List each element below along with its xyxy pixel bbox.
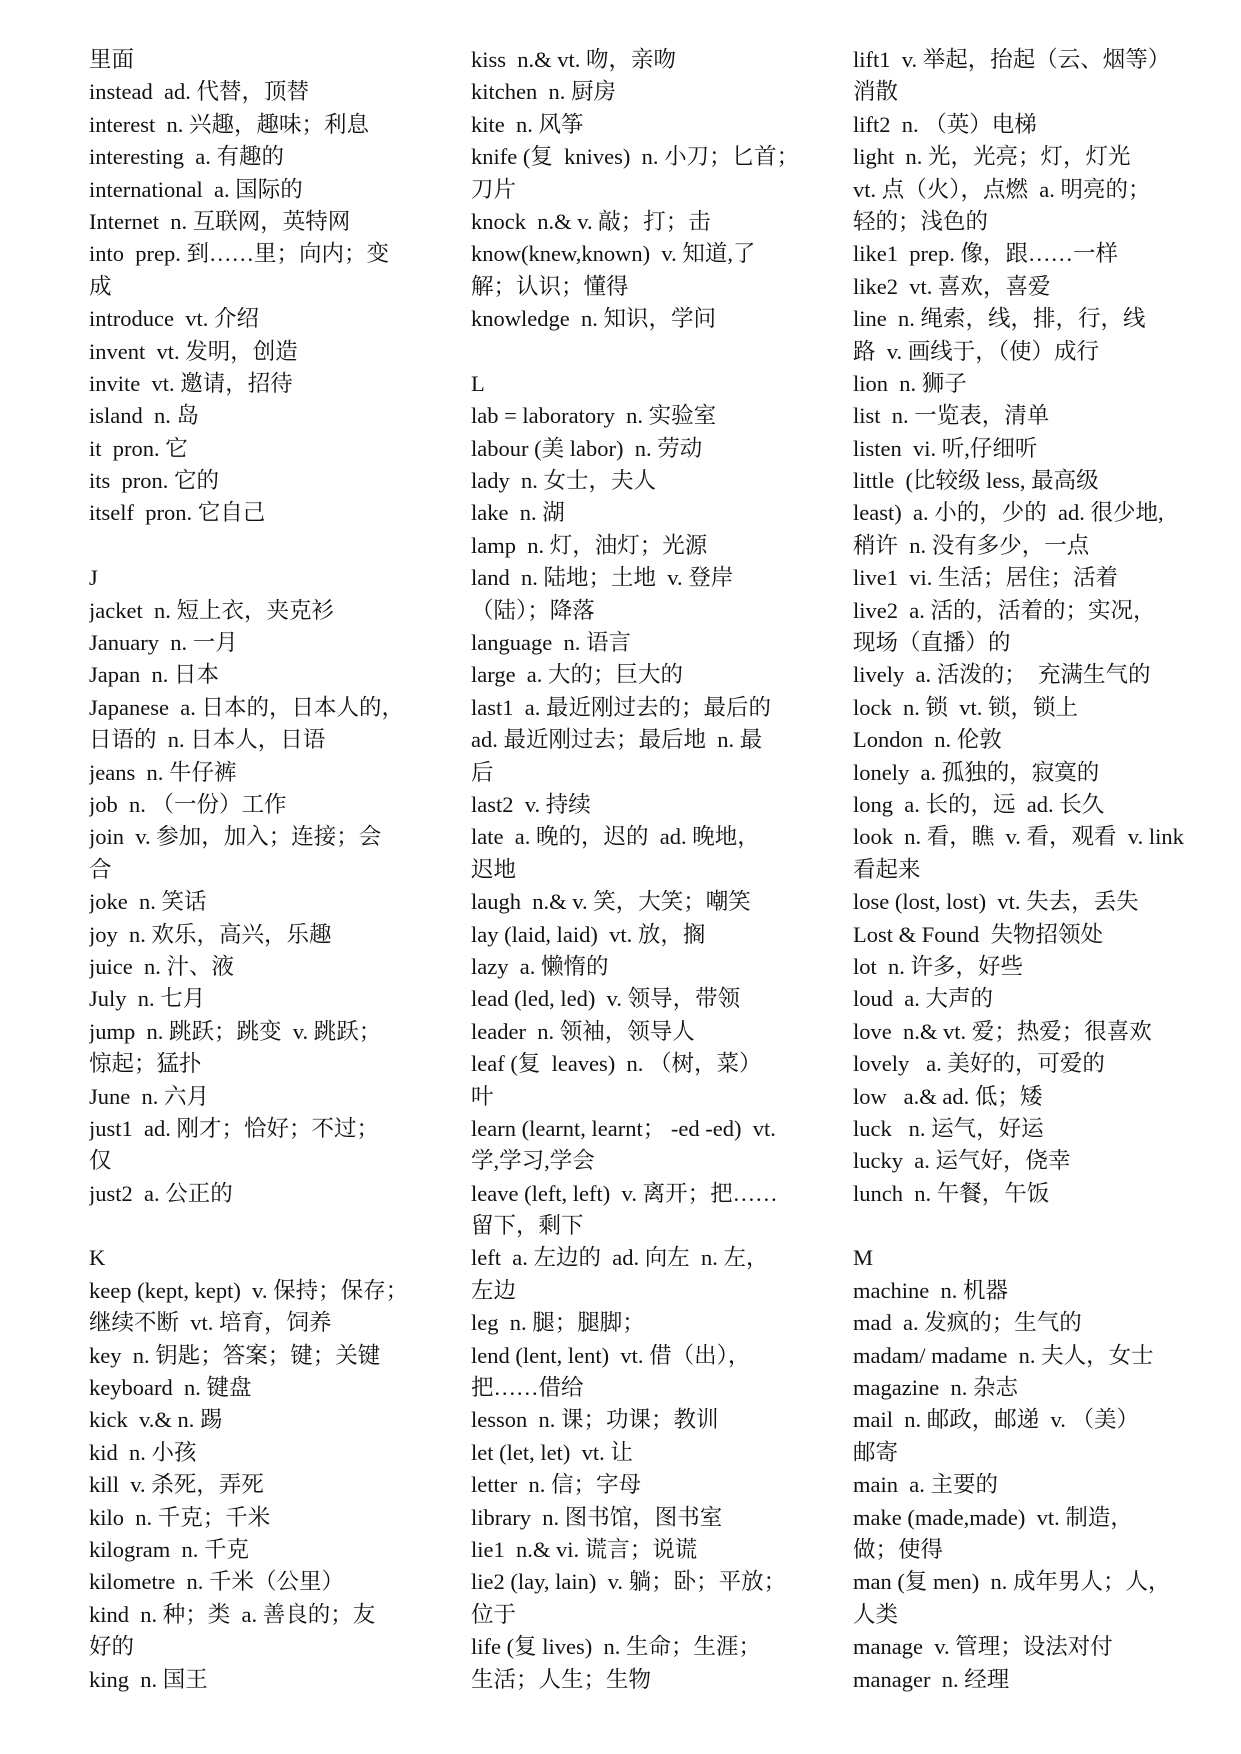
entry-line: kill v. 杀死，弄死 (89, 1472, 264, 1498)
entry-line: live2 a. 活的，活着的；实况， (853, 597, 1156, 623)
entry-line: it pron. 它 (89, 435, 188, 461)
entry-line: 轻的；浅色的 (853, 208, 989, 234)
entry-line: （陆）；降落 (471, 597, 595, 623)
entry-line: kilometre n. 千米（公里） (89, 1569, 344, 1595)
entry-line: like2 vt. 喜欢，喜爱 (853, 273, 1051, 299)
entry-line: lonely a. 孤独的，寂寞的 (853, 759, 1100, 785)
entry-line: live1 vi. 生活；居住；活着 (853, 565, 1118, 591)
section-letter: 仅 (89, 1148, 112, 1174)
entry-line: 日语的 n. 日本人，日语 (89, 727, 326, 753)
entry-line: just2 a. 公正的 (89, 1180, 233, 1206)
entry-line: language n. 语言 (471, 630, 631, 656)
entry-line: land n. 陆地；土地 v. 登岸 (471, 565, 734, 591)
entry-line: lift1 v. 举起，抬起（云、烟等） (853, 47, 1171, 72)
entry-line: 做；使得 (853, 1536, 944, 1562)
entry-line: 位于 (471, 1601, 517, 1627)
entry-line: invent vt. 发明，创造 (89, 338, 298, 364)
entry-line: key n. 钥匙；答案；键；关键 (89, 1342, 381, 1368)
entry-line: 稍许 n. 没有多少，一点 (853, 532, 1090, 558)
entry-line: knowledge n. 知识，学问 (471, 306, 716, 332)
entry-line: June n. 六月 (89, 1083, 209, 1109)
entry-line: machine n. 机器 (853, 1277, 1008, 1303)
entry-line: labour (美 labor) n. 劳动 (471, 435, 703, 461)
entry-line: 迟地 (471, 856, 517, 882)
entry-line (471, 336, 843, 368)
section-letter: 成 (89, 273, 112, 299)
entry-line: man (复 men) n. 成年男人；人， (853, 1569, 1171, 1595)
entry-line: 解；认识；懂得 (471, 273, 629, 299)
entry-line: 把……借给 (471, 1375, 584, 1401)
entry-line: lie1 n.& vi. 谎言；说谎 (471, 1536, 698, 1562)
entry-line: 生活；人生；生物 (471, 1666, 652, 1692)
entry-line: joke n. 笑话 (89, 889, 207, 915)
entry-line: 刀片 (471, 176, 517, 202)
entry-line: leg n. 腿；腿脚； (471, 1310, 645, 1336)
column-2 (471, 44, 843, 1696)
entry-line: leader n. 领袖，领导人 (471, 1018, 695, 1044)
entry-line: 继续不断 vt. 培育，饲养 (89, 1310, 332, 1336)
entry-line: kitchen n. 厨房 (471, 79, 616, 105)
entry-line: island n. 岛 (89, 403, 199, 429)
entry-line: Japan n. 日本 (89, 662, 219, 688)
entry-line: lose (lost, lost) vt. 失去，丢失 (853, 889, 1139, 915)
section-letter: L (471, 370, 485, 396)
entry-line: jacket n. 短上衣，夹克衫 (89, 597, 334, 623)
entry-line (89, 530, 461, 562)
entry-line: know(knew,known) v. 知道,了 (471, 241, 756, 267)
entry-line: lovely a. 美好的，可爱的 (853, 1051, 1105, 1077)
entry-line: let (let, let) vt. 让 (471, 1439, 633, 1465)
entry-line: leave (left, left) v. 离开；把…… (471, 1180, 778, 1206)
entry-line: kiss n.& vt. 吻，亲吻 (471, 47, 677, 72)
column-3 (853, 44, 1221, 1696)
entry-line: lab = laboratory n. 实验室 (471, 403, 717, 429)
entry-line: invite vt. 邀请，招待 (89, 370, 293, 396)
entry-line: 现场（直播）的 (853, 630, 1011, 656)
section-letter: 叶 (471, 1083, 494, 1109)
entry-line: lady n. 女士，夫人 (471, 468, 656, 494)
entry-line: list n. 一览表，清单 (853, 403, 1050, 429)
entry-line: lively a. 活泼的； 充满生气的 (853, 662, 1151, 688)
entry-line: join v. 参加，加入；连接；会 (89, 824, 382, 850)
entry-line: introduce vt. 介绍 (89, 306, 259, 332)
entry-line: make (made,made) vt. 制造， (853, 1504, 1133, 1530)
entry-line: look n. 看，瞧 v. 看，观看 v. link (853, 824, 1184, 850)
entry-line: lunch n. 午餐，午饭 (853, 1180, 1050, 1206)
entry-line: lay (laid, laid) vt. 放，搁 (471, 921, 706, 947)
entry-line: 消散 (853, 79, 899, 105)
entry-line: light n. 光，光亮；灯，灯光 (853, 144, 1131, 170)
entry-line: listen vi. 听,仔细听 (853, 435, 1038, 461)
entry-line: interest n. 兴趣，趣味；利息 (89, 111, 369, 137)
entry-line: left a. 左边的 ad. 向左 n. 左， (471, 1245, 769, 1271)
entry-line: 人类 (853, 1601, 899, 1627)
entry-line: joy n. 欢乐，高兴，乐趣 (89, 921, 332, 947)
entry-line: little (比较级 less, 最高级 (853, 468, 1099, 494)
entry-line: lazy a. 懒惰的 (471, 953, 609, 979)
entry-line: 留下，剩下 (471, 1213, 584, 1239)
entry-line: just1 ad. 刚才；恰好；不过； (89, 1115, 379, 1141)
entry-line: lake n. 湖 (471, 500, 565, 526)
entry-line: loud a. 大声的 (853, 986, 993, 1012)
entry-line: jeans n. 牛仔裤 (89, 759, 237, 785)
entry-line: 里面 (89, 47, 135, 72)
entry-line: job n. （一份）工作 (89, 791, 287, 817)
entry-line: lot n. 许多，好些 (853, 953, 1024, 979)
entry-line: July n. 七月 (89, 986, 206, 1012)
entry-line: long a. 长的，远 ad. 长久 (853, 791, 1105, 817)
entry-line: letter n. 信；字母 (471, 1472, 641, 1498)
entry-line: kilo n. 千克；千米 (89, 1504, 271, 1530)
entry-line: laugh n.& v. 笑，大笑；嘲笑 (471, 889, 751, 915)
entry-line: kid n. 小孩 (89, 1439, 197, 1465)
entry-line: jump n. 跳跃；跳变 v. 跳跃； (89, 1018, 382, 1044)
entry-line: lie2 (lay, lain) v. 躺；卧；平放； (471, 1569, 787, 1595)
entry-line: magazine n. 杂志 (853, 1375, 1018, 1401)
entry-line: like1 prep. 像，跟……一样 (853, 241, 1118, 267)
entry-line: Japanese a. 日本的，日本人的， (89, 694, 404, 720)
entry-line: its pron. 它的 (89, 468, 220, 494)
entry-line: kick v.& n. 踢 (89, 1407, 223, 1433)
entry-line: lion n. 狮子 (853, 370, 967, 396)
entry-line: 惊起；猛扑 (89, 1051, 202, 1077)
entry-line: vt. 点（火），点燃 a. 明亮的； (853, 176, 1151, 202)
entry-line: lend (lent, lent) vt. 借（出）， (471, 1342, 751, 1368)
entry-line: last2 v. 持续 (471, 791, 591, 817)
column-1 (89, 44, 461, 1696)
entry-line: main a. 主要的 (853, 1472, 998, 1498)
section-letter: J (89, 565, 98, 591)
entry-line: lead (led, led) v. 领导，带领 (471, 986, 741, 1012)
entry-line: learn (learnt, learnt； -ed -ed) vt. (471, 1115, 776, 1141)
entry-line: keep (kept, kept) v. 保持；保存； (89, 1277, 409, 1303)
entry-line: keyboard n. 键盘 (89, 1375, 252, 1401)
entry-line: lift2 n. （英）电梯 (853, 111, 1037, 137)
entry-line: lesson n. 课；功课；教训 (471, 1407, 719, 1433)
entry-line: mail n. 邮政，邮递 v. （美） (853, 1407, 1140, 1433)
entry-line: mad a. 发疯的；生气的 (853, 1310, 1082, 1336)
entry-line: kilogram n. 千克 (89, 1536, 249, 1562)
entry-line: kind n. 种；类 a. 善良的；友 (89, 1601, 376, 1627)
entry-line: juice n. 汁、液 (89, 953, 234, 979)
entry-line: kite n. 风筝 (471, 111, 584, 137)
section-letter: K (89, 1245, 106, 1271)
entry-line (853, 1210, 1221, 1242)
entry-line: manager n. 经理 (853, 1666, 1010, 1692)
entry-line: last1 a. 最近刚过去的；最后的 (471, 694, 771, 720)
entry-line: knife (复 knives) n. 小刀；匕首； (471, 144, 800, 170)
entry-line: late a. 晚的，迟的 ad. 晚地， (471, 824, 760, 850)
entry-line: instead ad. 代替，顶替 (89, 79, 309, 105)
entry-line: love n.& vt. 爱；热爱；很喜欢 (853, 1018, 1152, 1044)
entry-line: 路 v. 画线于，（使）成行 (853, 338, 1100, 364)
entry-line: leaf (复 leaves) n. （树，菜） (471, 1051, 762, 1077)
entry-line: life (复 lives) n. 生命；生涯； (471, 1634, 761, 1660)
entry-line: 看起来 (853, 856, 921, 882)
entry-line: library n. 图书馆，图书室 (471, 1504, 723, 1530)
entry-line: least) a. 小的，少的 ad. 很少地, (853, 500, 1164, 526)
entry-line: interesting a. 有趣的 (89, 144, 284, 170)
entry-line: January n. 一月 (89, 630, 238, 656)
entry-line: 左边 (471, 1277, 517, 1303)
entry-line: Lost & Found 失物招领处 (853, 921, 1104, 947)
entry-line: lucky a. 运气好，侥幸 (853, 1148, 1071, 1174)
entry-line: ad. 最近刚过去；最后地 n. 最 (471, 727, 763, 753)
entry-line: lock n. 锁 vt. 锁，锁上 (853, 694, 1078, 720)
entry-line: madam/ madame n. 夫人，女士 (853, 1342, 1154, 1368)
section-letter: M (853, 1245, 874, 1271)
entry-line: London n. 伦敦 (853, 727, 1002, 753)
entry-line (89, 1210, 461, 1242)
entry-line: large a. 大的；巨大的 (471, 662, 684, 688)
entry-line: low a.& ad. 低；矮 (853, 1083, 1043, 1109)
entry-line: international a. 国际的 (89, 176, 303, 202)
section-letter: 后 (471, 759, 494, 785)
entry-line: king n. 国王 (89, 1666, 208, 1692)
entry-line: into prep. 到……里；向内；变 (89, 241, 389, 267)
entry-line: Internet n. 互联网，英特网 (89, 208, 351, 234)
entry-line: itself pron. 它自己 (89, 500, 266, 526)
entry-line: manage v. 管理；设法对付 (853, 1634, 1113, 1660)
entry-line: 邮寄 (853, 1439, 899, 1465)
entry-line: knock n.& v. 敲；打；击 (471, 208, 711, 234)
entry-line: lamp n. 灯，油灯；光源 (471, 532, 708, 558)
section-letter: 合 (89, 856, 112, 882)
entry-line: 好的 (89, 1634, 135, 1660)
entry-line: 学,学习,学会 (471, 1148, 595, 1174)
entry-line: luck n. 运气，好运 (853, 1115, 1044, 1141)
entry-line: line n. 绳索，线，排，行，线 (853, 306, 1146, 332)
